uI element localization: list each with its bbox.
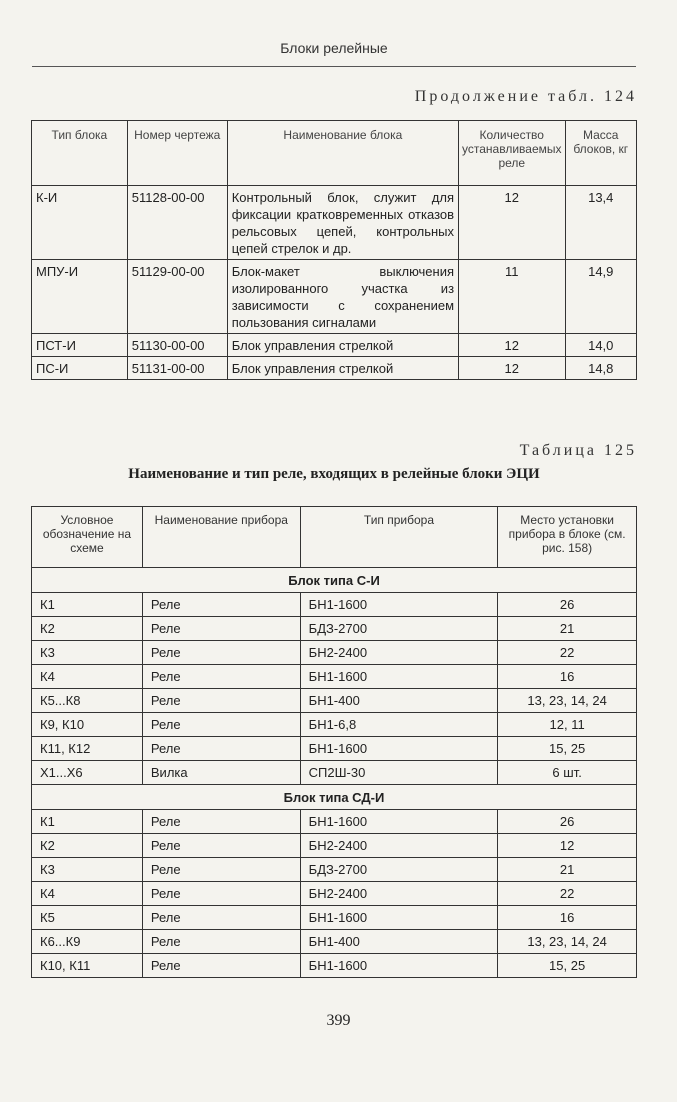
- table-row: [32, 689, 637, 713]
- designation-cell: К9, К10: [32, 713, 143, 737]
- table-row: [32, 737, 637, 761]
- table-row: [32, 858, 637, 882]
- column-header-mass: Масса блоков, кг: [565, 121, 637, 186]
- mounting-place-cell: 15, 25: [498, 954, 637, 978]
- device-type-cell: БН2-2400: [300, 882, 498, 906]
- table-row: [32, 186, 637, 260]
- designation-cell: К3: [32, 858, 143, 882]
- device-type-cell: БДЗ-2700: [300, 617, 498, 641]
- designation-cell: К2: [32, 617, 143, 641]
- device-type-cell: БН2-2400: [300, 641, 498, 665]
- device-name-cell: Реле: [142, 713, 300, 737]
- mounting-place-cell: 12, 11: [498, 713, 637, 737]
- column-header-designation: Условное обозначение на схеме: [32, 507, 143, 568]
- table-124-continuation-label: Продолжение табл. 124: [414, 88, 637, 105]
- table-125: [31, 506, 637, 978]
- device-name-cell: Реле: [142, 930, 300, 954]
- designation-cell: К1: [32, 593, 143, 617]
- table-124: [31, 120, 637, 380]
- device-type-cell: БН1-6,8: [300, 713, 498, 737]
- column-header-mounting-place: Место установки прибора в блоке (см. рис. 158): [498, 507, 637, 568]
- designation-cell: К2: [32, 834, 143, 858]
- designation-cell: К1: [32, 810, 143, 834]
- group-title: Блок типа СД-И: [32, 785, 637, 810]
- mounting-place-cell: 6 шт.: [498, 761, 637, 785]
- device-type-cell: БН1-400: [300, 930, 498, 954]
- block-name-cell: Блок-макет выключения изолированного участка из зависимости с сохранением пользования сигналами: [227, 260, 458, 334]
- device-name-cell: Реле: [142, 882, 300, 906]
- column-header-drawing-number: Номер чертежа: [127, 121, 227, 186]
- device-name-cell: Реле: [142, 954, 300, 978]
- mounting-place-cell: 15, 25: [498, 737, 637, 761]
- device-type-cell: БДЗ-2700: [300, 858, 498, 882]
- designation-cell: К4: [32, 882, 143, 906]
- designation-cell: К10, К11: [32, 954, 143, 978]
- mounting-place-cell: 13, 23, 14, 24: [498, 930, 637, 954]
- table-row: [32, 954, 637, 978]
- block-name-cell: Блок управления стрелкой: [227, 334, 458, 357]
- relay-count-cell: 12: [459, 334, 565, 357]
- device-type-cell: БН1-1600: [300, 906, 498, 930]
- device-name-cell: Реле: [142, 617, 300, 641]
- table-row: [32, 882, 637, 906]
- table-row: [32, 930, 637, 954]
- mounting-place-cell: 16: [498, 906, 637, 930]
- group-row: [32, 785, 637, 810]
- column-header-block-name: Наименование блока: [227, 121, 458, 186]
- mounting-place-cell: 26: [498, 810, 637, 834]
- group-row: [32, 568, 637, 593]
- relay-count-cell: 12: [459, 357, 565, 380]
- table-row: [32, 810, 637, 834]
- device-type-cell: БН1-1600: [300, 665, 498, 689]
- device-name-cell: Реле: [142, 810, 300, 834]
- block-name-cell: Блок управления стрелкой: [227, 357, 458, 380]
- block-type-cell: МПУ-И: [32, 260, 128, 334]
- designation-cell: К6...К9: [32, 930, 143, 954]
- table-row: [32, 260, 637, 334]
- device-type-cell: БН2-2400: [300, 834, 498, 858]
- table-row: [32, 834, 637, 858]
- device-name-cell: Реле: [142, 737, 300, 761]
- table-row: [32, 761, 637, 785]
- designation-cell: К4: [32, 665, 143, 689]
- header-rule: [32, 66, 636, 67]
- table-row: [32, 357, 637, 380]
- mass-cell: 14,0: [565, 334, 637, 357]
- device-type-cell: БН1-1600: [300, 737, 498, 761]
- mounting-place-cell: 12: [498, 834, 637, 858]
- drawing-number-cell: 51129-00-00: [127, 260, 227, 334]
- device-type-cell: БН1-1600: [300, 810, 498, 834]
- column-header-block-type: Тип блока: [32, 121, 128, 186]
- device-type-cell: БН1-1600: [300, 593, 498, 617]
- mounting-place-cell: 21: [498, 617, 637, 641]
- table-row: [32, 593, 637, 617]
- device-name-cell: Реле: [142, 834, 300, 858]
- device-type-cell: БН1-400: [300, 689, 498, 713]
- block-type-cell: ПС-И: [32, 357, 128, 380]
- mass-cell: 13,4: [565, 186, 637, 260]
- block-name-cell: Контрольный блок, служит для фиксации кратковременных отказов рельсовых цепей, контрольных цепей стрелок и др.: [227, 186, 458, 260]
- table-row: [32, 665, 637, 689]
- group-title: Блок типа С-И: [32, 568, 637, 593]
- running-head: Блоки релейные: [280, 40, 388, 56]
- mounting-place-cell: 22: [498, 882, 637, 906]
- device-name-cell: Реле: [142, 641, 300, 665]
- device-name-cell: Реле: [142, 858, 300, 882]
- table-125-body: [32, 568, 637, 978]
- block-type-cell: ПСТ-И: [32, 334, 128, 357]
- device-name-cell: Реле: [142, 593, 300, 617]
- device-name-cell: Реле: [142, 906, 300, 930]
- table-row: [32, 334, 637, 357]
- table-row: [32, 713, 637, 737]
- mounting-place-cell: 21: [498, 858, 637, 882]
- mass-cell: 14,9: [565, 260, 637, 334]
- page-number: 399: [326, 1012, 351, 1029]
- drawing-number-cell: 51128-00-00: [127, 186, 227, 260]
- table-125-title: Наименование и тип реле, входящих в релейные блоки ЭЦИ: [128, 466, 540, 482]
- device-name-cell: Реле: [142, 689, 300, 713]
- block-type-cell: К-И: [32, 186, 128, 260]
- table-row: [32, 617, 637, 641]
- mass-cell: 14,8: [565, 357, 637, 380]
- mounting-place-cell: 26: [498, 593, 637, 617]
- designation-cell: К5: [32, 906, 143, 930]
- device-name-cell: Вилка: [142, 761, 300, 785]
- drawing-number-cell: 51131-00-00: [127, 357, 227, 380]
- device-type-cell: СП2Ш-30: [300, 761, 498, 785]
- relay-count-cell: 11: [459, 260, 565, 334]
- designation-cell: Х1...Х6: [32, 761, 143, 785]
- relay-count-cell: 12: [459, 186, 565, 260]
- table-row: [32, 906, 637, 930]
- device-name-cell: Реле: [142, 665, 300, 689]
- mounting-place-cell: 13, 23, 14, 24: [498, 689, 637, 713]
- table-124-header-row: [32, 121, 637, 186]
- designation-cell: К5...К8: [32, 689, 143, 713]
- designation-cell: К3: [32, 641, 143, 665]
- mounting-place-cell: 16: [498, 665, 637, 689]
- mounting-place-cell: 22: [498, 641, 637, 665]
- column-header-device-name: Наименование прибора: [142, 507, 300, 568]
- designation-cell: К11, К12: [32, 737, 143, 761]
- table-125-header-row: [32, 507, 637, 568]
- drawing-number-cell: 51130-00-00: [127, 334, 227, 357]
- column-header-relay-count: Количество устанавливаемых реле: [459, 121, 565, 186]
- table-125-label: Таблица 125: [519, 442, 637, 459]
- column-header-device-type: Тип прибора: [300, 507, 498, 568]
- table-row: [32, 641, 637, 665]
- device-type-cell: БН1-1600: [300, 954, 498, 978]
